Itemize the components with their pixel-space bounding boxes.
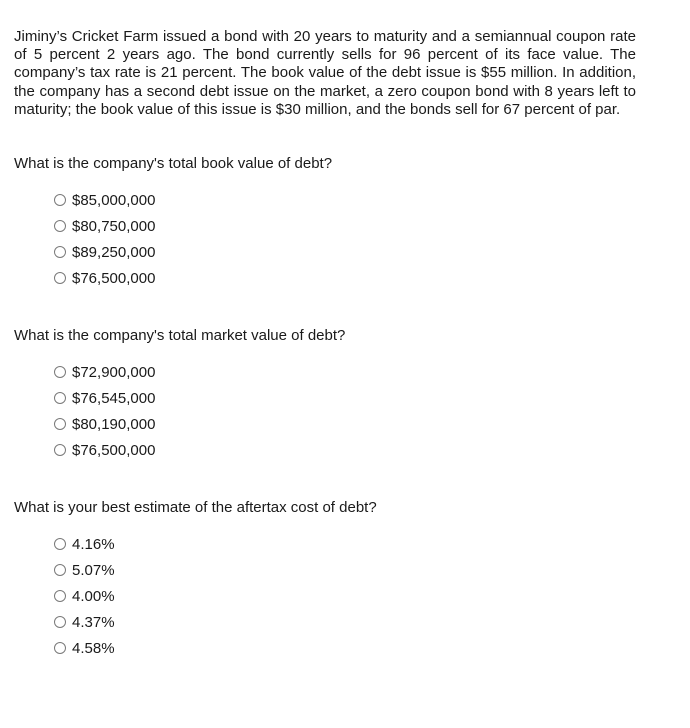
answer-option-label: $80,190,000 <box>72 415 156 433</box>
question-1 <box>14 155 636 291</box>
answer-option-label: 4.16% <box>72 535 115 553</box>
problem-statement: Jiminy’s Cricket Farm issued a bond with 20 years to maturity and a semiannual coupon rate of 5 percent 2 years ago. The bond currently sells for 96 percent of its face value. The company’s tax rate is 21 percent. The book value of the debt issue is $55 million. In addition, the company has a second debt issue on the market, a zero coupon bond with 8 years left to maturity; the book value of this issue is $30 million, and the bonds sell for 67 percent of par. <box>14 28 636 118</box>
answer-option[interactable] <box>54 187 636 213</box>
radio-button[interactable] <box>54 642 66 654</box>
answer-option-label: $80,750,000 <box>72 217 156 235</box>
answer-option-label: $72,900,000 <box>72 363 156 381</box>
answer-option-label: 5.07% <box>72 561 115 579</box>
radio-button[interactable] <box>54 366 66 378</box>
answer-option-label: $76,500,000 <box>72 269 156 287</box>
radio-button[interactable] <box>54 590 66 602</box>
radio-button[interactable] <box>54 272 66 284</box>
answer-option-label: 4.58% <box>72 639 115 657</box>
radio-button[interactable] <box>54 564 66 576</box>
answer-option[interactable] <box>54 609 636 635</box>
question-1-text: What is the company's total book value of debt? <box>14 155 333 173</box>
question-2-options <box>14 359 636 463</box>
question-2-text: What is the company's total market value of debt? <box>14 327 346 345</box>
radio-button[interactable] <box>54 616 66 628</box>
question-page <box>14 28 636 661</box>
answer-option[interactable] <box>54 437 636 463</box>
radio-button[interactable] <box>54 444 66 456</box>
question-3 <box>14 499 636 661</box>
answer-option-label: $76,545,000 <box>72 389 156 407</box>
answer-option-label: $89,250,000 <box>72 243 156 261</box>
answer-option[interactable] <box>54 239 636 265</box>
question-3-text: What is your best estimate of the aftertax cost of debt? <box>14 499 377 517</box>
answer-option-label: $85,000,000 <box>72 191 156 209</box>
question-3-options <box>14 531 636 661</box>
radio-button[interactable] <box>54 194 66 206</box>
radio-button[interactable] <box>54 418 66 430</box>
answer-option-label: 4.37% <box>72 613 115 631</box>
answer-option[interactable] <box>54 583 636 609</box>
answer-option[interactable] <box>54 531 636 557</box>
answer-option[interactable] <box>54 411 636 437</box>
answer-option[interactable] <box>54 213 636 239</box>
answer-option-label: $76,500,000 <box>72 441 156 459</box>
answer-option[interactable] <box>54 557 636 583</box>
answer-option-label: 4.00% <box>72 587 115 605</box>
question-1-options <box>14 187 636 291</box>
radio-button[interactable] <box>54 538 66 550</box>
answer-option[interactable] <box>54 385 636 411</box>
question-2 <box>14 327 636 463</box>
radio-button[interactable] <box>54 246 66 258</box>
answer-option[interactable] <box>54 359 636 385</box>
radio-button[interactable] <box>54 220 66 232</box>
radio-button[interactable] <box>54 392 66 404</box>
answer-option[interactable] <box>54 635 636 661</box>
answer-option[interactable] <box>54 265 636 291</box>
